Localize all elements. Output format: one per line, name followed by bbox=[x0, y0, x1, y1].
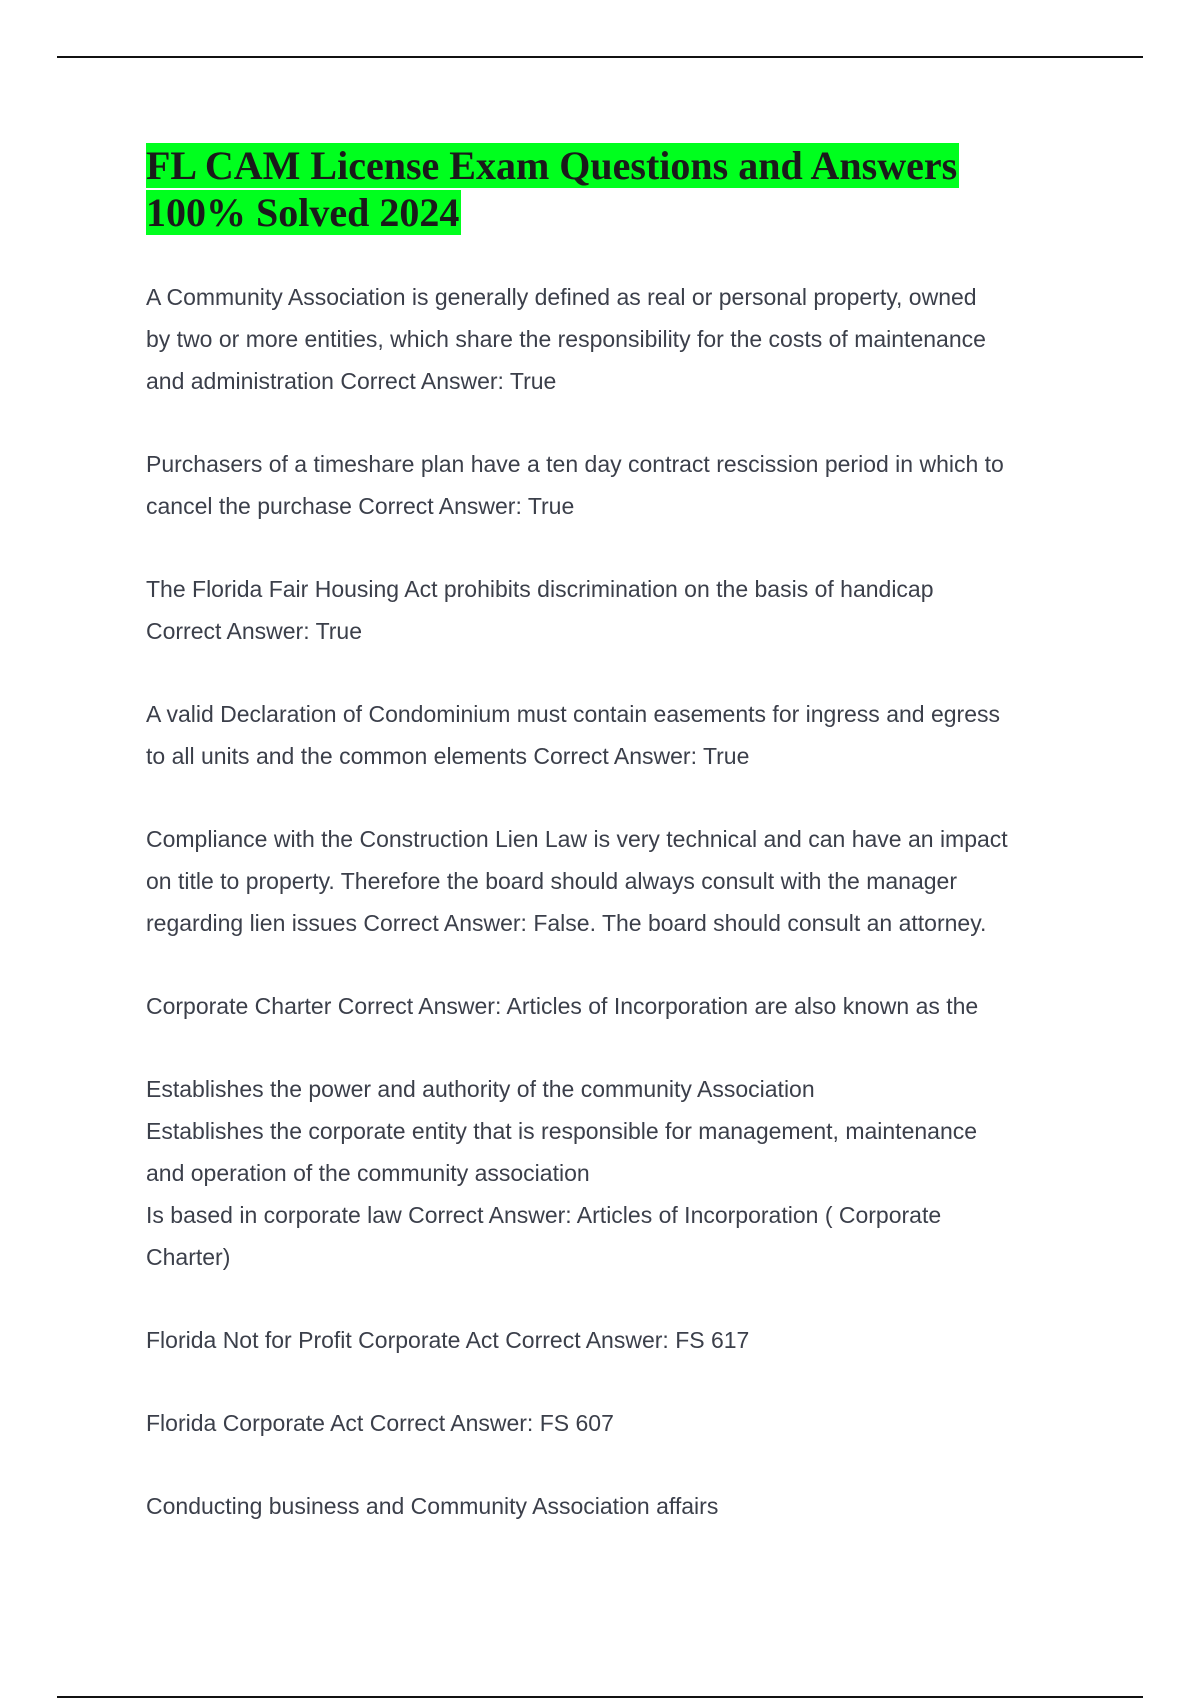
paragraph-line: Conducting business and Community Association affairs bbox=[146, 1493, 719, 1519]
qa-paragraph bbox=[146, 818, 1076, 944]
qa-paragraph bbox=[146, 1402, 1076, 1444]
paragraph-line: Correct Answer: True bbox=[146, 618, 363, 644]
paragraph-line: to all units and the common elements Correct Answer: True bbox=[146, 743, 750, 769]
qa-paragraph bbox=[146, 1485, 1076, 1527]
document-body bbox=[146, 276, 1076, 1527]
paragraph-line: Purchasers of a timeshare plan have a ten day contract rescission period in which to bbox=[146, 451, 1004, 477]
qa-paragraph bbox=[146, 443, 1076, 527]
paragraph-line: A valid Declaration of Condominium must contain easements for ingress and egress bbox=[146, 701, 1000, 727]
qa-paragraph bbox=[146, 1068, 1076, 1278]
paragraph-line: and operation of the community association bbox=[146, 1160, 590, 1186]
paragraph-line: Establishes the power and authority of the community Association bbox=[146, 1076, 815, 1102]
paragraph-line: cancel the purchase Correct Answer: True bbox=[146, 493, 575, 519]
paragraph-line: Florida Corporate Act Correct Answer: FS 607 bbox=[146, 1410, 614, 1436]
paragraph-line: Compliance with the Construction Lien Law is very technical and can have an impact bbox=[146, 826, 1008, 852]
header-rule bbox=[57, 56, 1143, 58]
paragraph-line: Charter) bbox=[146, 1244, 231, 1270]
footer-rule bbox=[57, 1696, 1143, 1698]
paragraph-line: Establishes the corporate entity that is responsible for management, maintenance bbox=[146, 1118, 978, 1144]
document-title-block bbox=[146, 142, 1046, 236]
qa-paragraph bbox=[146, 276, 1076, 402]
qa-paragraph bbox=[146, 1319, 1076, 1361]
document-title bbox=[146, 142, 1046, 236]
paragraph-line: Is based in corporate law Correct Answer: Articles of Incorporation ( Corporate bbox=[146, 1202, 942, 1228]
paragraph-line: and administration Correct Answer: True bbox=[146, 368, 557, 394]
paragraph-line: by two or more entities, which share the responsibility for the costs of maintenance bbox=[146, 326, 986, 352]
paragraph-line: The Florida Fair Housing Act prohibits discrimination on the basis of handicap bbox=[146, 576, 934, 602]
qa-paragraph bbox=[146, 568, 1076, 652]
paragraph-line: A Community Association is generally defined as real or personal property, owned bbox=[146, 284, 977, 310]
qa-paragraph bbox=[146, 985, 1076, 1027]
paragraph-line: Corporate Charter Correct Answer: Articles of Incorporation are also known as the bbox=[146, 993, 979, 1019]
paragraph-line: regarding lien issues Correct Answer: False. The board should consult an attorney. bbox=[146, 910, 987, 936]
title-line-2: 100% Solved 2024 bbox=[146, 190, 460, 235]
title-line-1: FL CAM License Exam Questions and Answers bbox=[146, 143, 958, 188]
qa-paragraph bbox=[146, 693, 1076, 777]
paragraph-line: Florida Not for Profit Corporate Act Correct Answer: FS 617 bbox=[146, 1327, 750, 1353]
paragraph-line: on title to property. Therefore the board should always consult with the manager bbox=[146, 868, 957, 894]
